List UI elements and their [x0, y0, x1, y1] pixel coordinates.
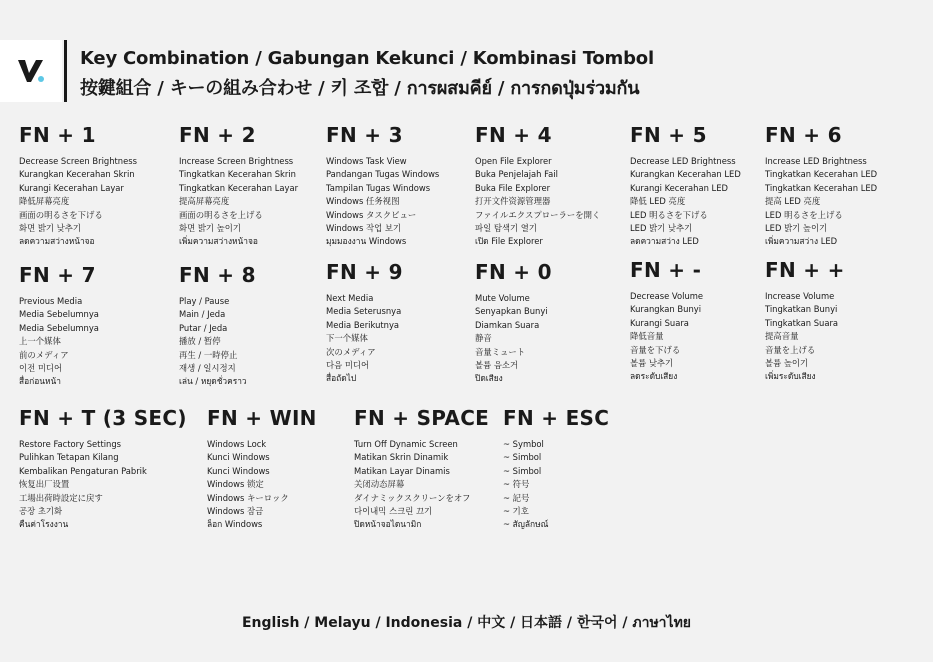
- shortcut-desc-ja: ~ 記号: [503, 492, 530, 503]
- title-divider: [64, 40, 67, 102]
- shortcut-fn3: [326, 124, 439, 249]
- shortcut-desc-ja: 音量を下げる: [630, 344, 681, 355]
- shortcut-key: FN + ESC: [503, 406, 610, 430]
- brand-logo: [0, 40, 62, 102]
- shortcut-fn-win: [207, 407, 317, 532]
- shortcut-desc-ms: ~ Simbol: [503, 452, 542, 463]
- shortcut-desc-zh: Windows 锁定: [207, 479, 264, 490]
- shortcut-desc-zh: Windows 任务视图: [326, 196, 400, 207]
- shortcut-key: FN + -: [630, 258, 702, 282]
- shortcut-desc-id: Kembalikan Pengaturan Pabrik: [19, 465, 147, 476]
- shortcut-fn6: [765, 124, 877, 249]
- shortcut-desc-zh: 静音: [475, 333, 492, 344]
- shortcut-desc-en: Increase Screen Brightness: [179, 156, 294, 166]
- shortcut-desc-zh: 降低屏幕亮度: [19, 196, 70, 207]
- shortcut-key: FN + 0: [475, 260, 552, 284]
- shortcut-desc-ko: Windows 잠금: [207, 505, 264, 516]
- page-title: Key Combination / Gabungan Kekunci / Kombinasi Tombol: [80, 48, 654, 69]
- shortcut-desc-en: Next Media: [326, 293, 374, 303]
- shortcut-fn-t: [19, 407, 187, 532]
- shortcut-desc-ko: 화면 밝기 낮추기: [19, 222, 81, 233]
- shortcut-desc-ko: 볼륨 음소거: [475, 359, 519, 370]
- shortcut-desc-id: Kunci Windows: [207, 465, 270, 476]
- shortcut-desc-en: Windows Lock: [207, 439, 267, 449]
- shortcut-fn-minus: [630, 259, 703, 384]
- shortcut-key: FN + 4: [475, 123, 552, 147]
- shortcut-desc-th: ลดความสว่างหน้าจอ: [19, 236, 95, 247]
- shortcut-desc-zh: 降低音量: [630, 331, 664, 342]
- shortcut-key: FN + 5: [630, 123, 707, 147]
- shortcut-desc-id: Kurangi Kecerahan Layar: [19, 182, 124, 193]
- shortcut-desc-ja: ダイナミックスクリーンをオフ: [354, 492, 471, 503]
- shortcut-desc-ko: 볼륨 낮추기: [630, 357, 674, 368]
- shortcut-desc-th: มุมมองงาน Windows: [326, 236, 407, 247]
- shortcut-desc-id: Media Berikutnya: [326, 319, 400, 330]
- shortcut-fn9: [326, 261, 403, 386]
- shortcut-desc-th: ลดระดับเสียง: [630, 371, 678, 382]
- shortcut-desc-ms: Matikan Skrin Dinamik: [354, 452, 449, 463]
- shortcut-desc-ja: 次のメディア: [326, 346, 376, 357]
- shortcut-desc-zh: 降低 LED 亮度: [630, 196, 686, 207]
- shortcut-desc-th: เพิ่มระดับเสียง: [765, 371, 816, 382]
- shortcut-desc-en: Previous Media: [19, 296, 83, 306]
- shortcut-desc-th: เปิด File Explorer: [475, 236, 543, 247]
- shortcut-desc-th: ล็อก Windows: [207, 519, 263, 530]
- shortcut-desc-ms: Kurangkan Kecerahan LED: [630, 169, 741, 180]
- shortcut-desc-th: คืนค่าโรงงาน: [19, 519, 69, 530]
- shortcut-desc-th: ปิดเสียง: [475, 373, 503, 384]
- shortcut-desc-id: Kurangi Kecerahan LED: [630, 182, 728, 193]
- shortcut-desc-ja: ファイルエクスプローラーを開く: [475, 209, 601, 220]
- shortcut-desc-ms: Senyapkan Bunyi: [475, 306, 548, 317]
- shortcut-desc-ja: 工場出荷時設定に戻す: [19, 492, 103, 503]
- shortcut-desc-ko: 볼륨 높이기: [765, 357, 809, 368]
- shortcut-desc-ko: 다음 미디어: [326, 359, 370, 370]
- shortcut-desc-zh: 打开文件资源管理器: [475, 196, 551, 207]
- shortcut-desc-th: เพิ่มความสว่างหน้าจอ: [179, 236, 258, 247]
- shortcut-desc-id: Tampilan Tugas Windows: [326, 182, 431, 193]
- shortcut-desc-ko: ~ 기호: [503, 505, 529, 516]
- shortcut-desc-id: Putar / Jeda: [179, 322, 228, 333]
- shortcut-key: FN + 3: [326, 123, 403, 147]
- shortcut-key: FN + +: [765, 258, 845, 282]
- shortcut-desc-en: Increase LED Brightness: [765, 156, 867, 166]
- shortcut-desc-ms: Pandangan Tugas Windows: [326, 169, 440, 180]
- shortcut-desc-ja: 音量を上げる: [765, 344, 816, 355]
- shortcut-desc-ja: 再生 / 一時停止: [179, 349, 238, 360]
- shortcut-key: FN + 1: [19, 123, 96, 147]
- shortcut-key: FN + 9: [326, 260, 403, 284]
- shortcut-desc-id: Media Sebelumnya: [19, 322, 99, 333]
- shortcut-fn7: [19, 264, 99, 389]
- shortcut-desc-en: Decrease Volume: [630, 291, 704, 301]
- shortcut-desc-id: Matikan Layar Dinamis: [354, 465, 450, 476]
- shortcut-desc-en: Turn Off Dynamic Screen: [354, 439, 458, 449]
- shortcut-desc-ja: Windows キーロック: [207, 492, 289, 503]
- shortcut-desc-en: Play / Pause: [179, 296, 230, 306]
- shortcut-desc-ja: 画面の明るさを下げる: [19, 209, 103, 220]
- shortcut-desc-ms: Kurangkan Bunyi: [630, 304, 702, 315]
- shortcut-desc-th: ปิดหน้าจอไดนามิก: [354, 519, 422, 530]
- shortcut-key: FN + 6: [765, 123, 842, 147]
- shortcut-desc-zh: 恢复出厂设置: [19, 479, 70, 490]
- shortcut-desc-id: Tingkatkan Suara: [765, 317, 839, 328]
- shortcut-key: FN + 7: [19, 263, 96, 287]
- shortcut-desc-ja: LED 明るさを上げる: [765, 209, 843, 220]
- shortcut-fn4: [475, 124, 600, 249]
- shortcut-fn5: [630, 124, 741, 249]
- shortcut-desc-en: Increase Volume: [765, 291, 835, 301]
- shortcut-desc-en: Decrease LED Brightness: [630, 156, 736, 166]
- shortcut-key: FN + T (3 SEC): [19, 406, 187, 430]
- language-list: English / Melayu / Indonesia / 中文 / 日本語 / 한국어 / ภาษาไทย: [241, 615, 692, 631]
- shortcut-desc-th: ~ สัญลักษณ์: [503, 519, 549, 530]
- shortcut-desc-en: Decrease Screen Brightness: [19, 156, 137, 166]
- shortcut-desc-ko: 재생 / 일시정지: [179, 362, 236, 373]
- shortcut-desc-ja: Windows タスクビュー: [326, 209, 417, 220]
- shortcut-desc-ms: Buka Penjelajah Fail: [475, 169, 558, 180]
- shortcut-desc-ko: Windows 작업 보기: [326, 222, 402, 233]
- shortcut-desc-zh: 提高屏幕亮度: [179, 196, 230, 207]
- shortcut-desc-th: เพิ่มความสว่าง LED: [765, 236, 838, 247]
- shortcut-desc-zh: 关闭动态屏幕: [354, 479, 405, 490]
- shortcut-fn2: [179, 124, 298, 249]
- shortcut-desc-id: ~ Simbol: [503, 465, 542, 476]
- page-subtitle: 按鍵組合 / キーの組み合わせ / 키 조합 / การผสมคีย์ / การกดปุ่มร่วมกัน: [80, 78, 640, 99]
- shortcut-desc-id: Tingkatkan Kecerahan LED: [765, 182, 878, 193]
- shortcut-desc-zh: ~ 符号: [503, 479, 530, 490]
- shortcut-key: FN + 2: [179, 123, 256, 147]
- shortcut-desc-ja: LED 明るさを下げる: [630, 209, 708, 220]
- shortcut-fn8: [179, 264, 256, 389]
- shortcut-desc-ms: Pulihkan Tetapan Kilang: [19, 452, 119, 463]
- brand-logo-icon: [16, 58, 46, 84]
- shortcut-desc-ms: Kurangkan Kecerahan Skrin: [19, 169, 135, 180]
- shortcut-desc-ms: Main / Jeda: [179, 309, 226, 320]
- shortcut-desc-ja: 前のメディア: [19, 349, 69, 360]
- shortcut-desc-ms: Tingkatkan Kecerahan LED: [765, 169, 878, 180]
- shortcut-desc-en: Open File Explorer: [475, 156, 552, 166]
- shortcut-desc-zh: 提高音量: [765, 331, 799, 342]
- shortcut-fn1: [19, 124, 137, 249]
- shortcut-key: FN + SPACE: [354, 406, 490, 430]
- shortcut-desc-zh: 提高 LED 亮度: [765, 196, 821, 207]
- shortcut-desc-ms: Tingkatkan Bunyi: [765, 304, 838, 315]
- shortcut-desc-ja: 画面の明るさを上げる: [179, 209, 263, 220]
- shortcut-desc-id: Diamkan Suara: [475, 319, 540, 330]
- shortcut-fn-esc: [503, 407, 609, 532]
- shortcut-fn0: [475, 261, 552, 386]
- shortcut-desc-ms: Tingkatkan Kecerahan Skrin: [179, 169, 296, 180]
- shortcut-desc-th: เล่น / หยุดชั่วคราว: [179, 376, 247, 387]
- shortcut-fn-plus: [765, 259, 845, 384]
- shortcut-desc-id: Tingkatkan Kecerahan Layar: [179, 182, 299, 193]
- shortcut-desc-id: Buka File Explorer: [475, 182, 551, 193]
- shortcut-desc-en: ~ Symbol: [503, 439, 544, 449]
- shortcut-desc-ko: 공장 초기화: [19, 505, 63, 516]
- shortcut-desc-zh: 上一个媒体: [19, 336, 61, 347]
- shortcut-desc-ko: 화면 밝기 높이기: [179, 222, 241, 233]
- shortcut-fn-space: [354, 407, 489, 532]
- shortcut-desc-zh: 下一个媒体: [326, 333, 368, 344]
- shortcut-desc-ko: LED 밝기 낮추기: [630, 222, 693, 233]
- shortcut-desc-id: Kurangi Suara: [630, 317, 689, 328]
- shortcut-desc-ko: 파일 탐색기 열기: [475, 222, 537, 233]
- shortcut-desc-en: Restore Factory Settings: [19, 439, 122, 449]
- shortcut-desc-en: Windows Task View: [326, 156, 407, 166]
- shortcut-desc-ko: 다이내믹 스크린 끄기: [354, 505, 433, 516]
- shortcut-desc-ja: 音量ミュート: [475, 346, 526, 357]
- shortcut-key: FN + WIN: [207, 406, 317, 430]
- shortcut-desc-ms: Kunci Windows: [207, 452, 270, 463]
- shortcut-desc-th: ลดความสว่าง LED: [630, 236, 699, 247]
- shortcut-desc-zh: 播放 / 暂停: [179, 336, 221, 347]
- shortcut-desc-ko: 이전 미디어: [19, 362, 63, 373]
- shortcut-desc-en: Mute Volume: [475, 293, 530, 303]
- shortcut-desc-th: สื่อก่อนหน้า: [19, 376, 61, 387]
- shortcut-desc-ms: Media Sebelumnya: [19, 309, 99, 320]
- shortcut-desc-ms: Media Seterusnya: [326, 306, 402, 317]
- shortcut-desc-th: สื่อถัดไป: [326, 373, 357, 384]
- shortcut-desc-ko: LED 밝기 높이기: [765, 222, 828, 233]
- shortcut-key: FN + 8: [179, 263, 256, 287]
